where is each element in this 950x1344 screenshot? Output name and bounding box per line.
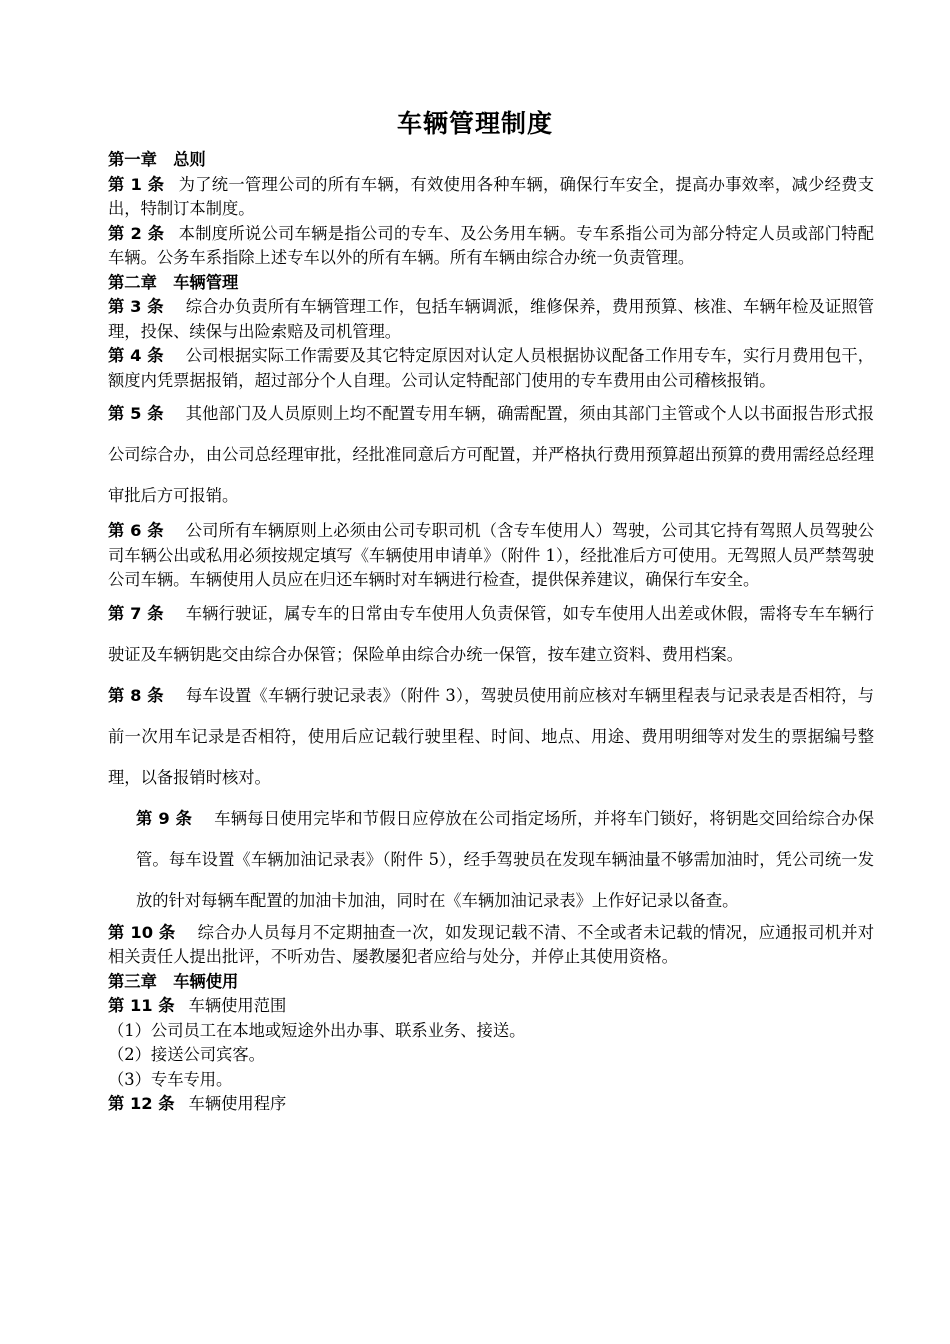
article-5 [108,393,874,516]
article-6 [108,519,874,593]
article-5-text: 其他部门及人员原则上均不配置专用车辆，确需配置，须由其部门主管或个人以书面报告形式报公司综合办，由公司总经理审批，经批准同意后方可配置，并严格执行费用预算超出预算的费用需经总经理审批后方可报销。 [108,404,874,505]
article-12-label: 第 12 条 [108,1094,175,1113]
article-2 [108,222,874,271]
article-4-label: 第 4 条 [108,346,164,365]
article-11 [108,994,874,1019]
article-1-text: 为了统一管理公司的所有车辆，有效使用各种车辆，确保行车安全，提高办事效率，减少经费支出，特制订本制度。 [108,174,874,218]
article-12 [108,1092,874,1117]
article-11-label: 第 11 条 [108,996,175,1015]
chapter-2-heading: 第二章 车辆管理 [108,272,239,292]
page-title: 车辆管理制度 [396,109,553,138]
list-item: （3）专车专用。 [108,1069,233,1089]
article-7-label: 第 7 条 [108,603,164,623]
article-3-label: 第 3 条 [108,297,164,316]
article-6-text: 公司所有车辆原则上必须由公司专职司机（含专车使用人）驾驶，公司其它持有驾照人员驾驶公司车辆公出或私用必须按规定填写《车辆使用申请单》（附件 1），经批准后方可使用。无驾照人员严禁驾驶公司车辆。车辆使用人员应在归还车辆时对车辆进行检查，提供保养建议，确保行车安全。 [108,521,874,589]
article-8-label: 第 8 条 [108,685,164,705]
article-10 [108,921,874,970]
article-3-text: 综合办负责所有车辆管理工作，包括车辆调派，维修保养，费用预算、核准、车辆年检及证照管理，投保、续保与出险索赔及司机管理。 [108,297,874,341]
article-1-label: 第 1 条 [108,174,165,194]
article-9-text: 车辆每日使用完毕和节假日应停放在公司指定场所，并将车门锁好，将钥匙交回给综合办保管。每车设置《车辆加油记录表》（附件 5），经手驾驶员在发现车辆油量不够需加油时，凭公司统一发放的针对每辆车配置的加油卡加油，同时在《车辆加油记录表》上作好记录以备查。 [136,808,874,910]
chapter-3-heading: 第三章 车辆使用 [108,971,239,991]
article-6-label: 第 6 条 [108,521,164,540]
list-item: （2）接送公司宾客。 [108,1045,265,1064]
chapter-1-heading: 第一章 总则 [108,150,206,169]
article-8-text: 每车设置《车辆行驶记录表》（附件 3），驾驶员使用前应核对车辆里程表与记录表是否相符，与前一次用车记录是否相符，使用后应记载行驶里程、时间、地点、用途、费用明细等对发生的票据编号整理，以备报销时核对。 [108,685,874,787]
article-4 [108,344,874,393]
article-10-label: 第 10 条 [108,922,176,942]
article-5-label: 第 5 条 [108,404,164,423]
article-2-text: 本制度所说公司车辆是指公司的专车、及公务用车辆。专车系指公司为部分特定人员或部门特配车辆。公务车系指除上述专车以外的所有车辆。所有车辆由综合办统一负责管理。 [108,223,874,267]
article-11-text: 车辆使用范围 [188,996,287,1015]
article-8 [108,675,874,798]
article-12-text: 车辆使用程序 [188,1094,287,1113]
article-7 [108,593,874,675]
article-9 [108,798,874,921]
article-1 [108,173,874,222]
article-3 [108,295,874,344]
article-4-text: 公司根据实际工作需要及其它特定原因对认定人员根据协议配备工作用专车，实行月费用包干，额度内凭票据报销，超过部分个人自理。公司认定特配部门使用的专车费用由公司稽核报销。 [108,346,874,390]
list-item: （1）公司员工在本地或短途外出办事、联系业务、接送。 [108,1020,526,1040]
article-10-text: 综合办人员每月不定期抽查一次，如发现记载不清、不全或者未记载的情况，应通报司机并对相关责任人提出批评，不听劝告、屡教屡犯者应给与处分，并停止其使用资格。 [108,922,874,966]
article-2-label: 第 2 条 [108,223,165,243]
article-7-text: 车辆行驶证，属专车的日常由专车使用人负责保管，如专车使用人出差或休假，需将专车车辆行驶证及车辆钥匙交由综合办保管；保险单由综合办统一保管，按车建立资料、费用档案。 [108,603,874,664]
document-body [108,148,874,1117]
article-9-label: 第 9 条 [136,808,193,828]
